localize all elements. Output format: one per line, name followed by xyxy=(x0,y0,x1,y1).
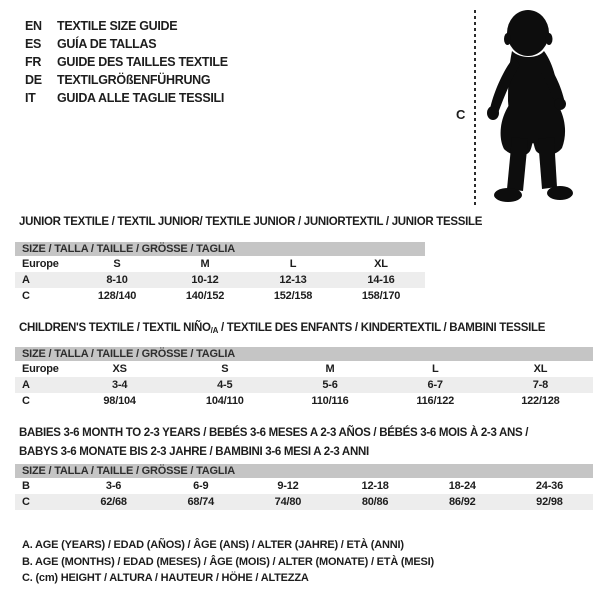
junior-table xyxy=(15,256,425,304)
table-cell: 158/170 xyxy=(361,290,401,302)
table-cell: 86/92 xyxy=(449,496,476,508)
table-row xyxy=(15,361,593,377)
table-cell: 110/116 xyxy=(311,395,349,407)
table-cell: 140/152 xyxy=(185,290,225,302)
table-cell: XS xyxy=(112,363,127,375)
language-title: GUÍA DE TALLAS xyxy=(57,37,157,51)
junior-section-title: JUNIOR TEXTILE / TEXTIL JUNIOR/ TEXTILE JUNIOR / JUNIORTEXTIL / JUNIOR TESSILE xyxy=(19,216,483,228)
language-code: EN xyxy=(25,19,42,33)
footnotes xyxy=(22,537,434,587)
language-row-it xyxy=(25,89,228,107)
height-measure-line xyxy=(474,10,476,208)
size-header-bar: SIZE / TALLA / TAILLE / GRÖSSE / TAGLIA xyxy=(15,347,593,361)
language-row-fr xyxy=(25,53,228,71)
language-title: GUIDE DES TAILLES TEXTILE xyxy=(57,55,228,69)
children-section-title xyxy=(19,319,545,340)
table-cell: 10-12 xyxy=(191,274,219,286)
table-cell: L xyxy=(289,258,297,270)
table-row xyxy=(15,256,425,272)
table-row xyxy=(15,478,593,494)
table-cell: 122/128 xyxy=(521,395,560,407)
language-title: TEXTILE SIZE GUIDE xyxy=(57,19,178,33)
babies-section-title xyxy=(19,424,528,462)
row-label: A xyxy=(22,379,30,391)
table-cell: M xyxy=(325,363,335,375)
table-cell: 24-36 xyxy=(535,480,564,492)
table-cell: 14-16 xyxy=(367,274,395,286)
table-cell: M xyxy=(200,258,210,270)
babies-title-line1: BABIES 3-6 MONTH TO 2-3 YEARS / BEBÉS 3-6 MESES A 2-3 AÑOS / BÉBÉS 3-6 MOIS À 2-3 ANS / xyxy=(19,427,529,439)
children-title-main: CHILDREN'S TEXTILE / TEXTIL NIÑO xyxy=(19,322,211,334)
table-cell: S xyxy=(221,363,229,375)
table-cell: XL xyxy=(374,258,388,270)
language-row-en xyxy=(25,17,228,35)
table-cell: 9-12 xyxy=(277,480,299,492)
footnote: B. AGE (MONTHS) / EDAD (MESES) / ÂGE (MOIS) / ALTER (MONATE) / ETÀ (MESI) xyxy=(22,555,434,568)
table-cell: 7-8 xyxy=(532,379,549,391)
table-cell: S xyxy=(113,258,121,270)
table-cell: 62/68 xyxy=(100,496,127,508)
row-label: C xyxy=(22,496,30,508)
table-cell: 3-6 xyxy=(105,480,122,492)
row-label: C xyxy=(22,395,30,407)
table-cell: 74/80 xyxy=(274,496,302,508)
row-label: A xyxy=(22,274,30,286)
table-cell: 152/158 xyxy=(273,290,313,302)
language-row-de xyxy=(25,71,228,89)
row-label: Europe xyxy=(22,363,59,375)
row-label: Europe xyxy=(22,258,59,270)
table-cell: 12-18 xyxy=(361,480,389,492)
table-cell: L xyxy=(431,363,439,375)
table-cell: 104/110 xyxy=(205,395,244,407)
language-title: TEXTILGRÖßENFÜHRUNG xyxy=(57,73,211,87)
footnote: A. AGE (YEARS) / EDAD (AÑOS) / ÂGE (ANS) / ALTER (JAHRE) / ETÀ (ANNI) xyxy=(22,539,404,551)
children-title-rest: / TEXTILE DES ENFANTS / KINDERTEXTIL / BAMBINI TESSILE xyxy=(218,322,546,334)
children-title-subscript: /A xyxy=(210,326,219,335)
language-title: GUIDA ALLE TAGLIE TESSILI xyxy=(57,91,225,105)
table-cell: 68/74 xyxy=(187,496,215,508)
row-label: B xyxy=(22,480,30,492)
baby-silhouette-icon xyxy=(482,9,586,207)
table-row xyxy=(15,288,425,304)
table-cell: 6-7 xyxy=(427,379,443,391)
footnote: C. (cm) HEIGHT / ALTURA / HAUTEUR / HÖHE / ALTEZZA xyxy=(22,572,309,584)
language-code: DE xyxy=(25,73,42,87)
table-row xyxy=(15,377,593,393)
language-code: IT xyxy=(25,91,36,105)
table-cell: XL xyxy=(533,363,548,375)
table-cell: 6-9 xyxy=(193,480,209,492)
size-header-bar: SIZE / TALLA / TAILLE / GRÖSSE / TAGLIA xyxy=(15,242,425,256)
language-row-es xyxy=(25,35,228,53)
size-header-bar: SIZE / TALLA / TAILLE / GRÖSSE / TAGLIA xyxy=(15,464,593,478)
table-cell: 4-5 xyxy=(217,379,233,391)
babies-table xyxy=(15,478,593,510)
table-cell: 5-6 xyxy=(322,379,338,391)
table-cell: 3-4 xyxy=(111,379,128,391)
table-cell: 128/140 xyxy=(97,290,137,302)
table-cell: 92/98 xyxy=(536,496,563,508)
table-row xyxy=(15,494,593,510)
height-measure-label: C xyxy=(456,107,466,122)
language-code: ES xyxy=(25,37,42,51)
row-label: C xyxy=(22,290,30,302)
table-cell: 18-24 xyxy=(448,480,476,492)
table-row xyxy=(15,272,425,288)
babies-title-line2: BABYS 3-6 MONATE BIS 2-3 JAHRE / BAMBINI 3-6 MESI A 2-3 ANNI xyxy=(19,446,369,458)
table-cell: 98/104 xyxy=(103,395,136,407)
table-row xyxy=(15,393,593,409)
table-cell: 80/86 xyxy=(361,496,389,508)
language-header xyxy=(25,17,228,107)
children-table xyxy=(15,361,593,409)
table-cell: 8-10 xyxy=(106,274,128,286)
table-cell: 12-13 xyxy=(279,274,307,286)
language-code: FR xyxy=(25,55,42,69)
table-cell: 116/122 xyxy=(416,395,455,407)
